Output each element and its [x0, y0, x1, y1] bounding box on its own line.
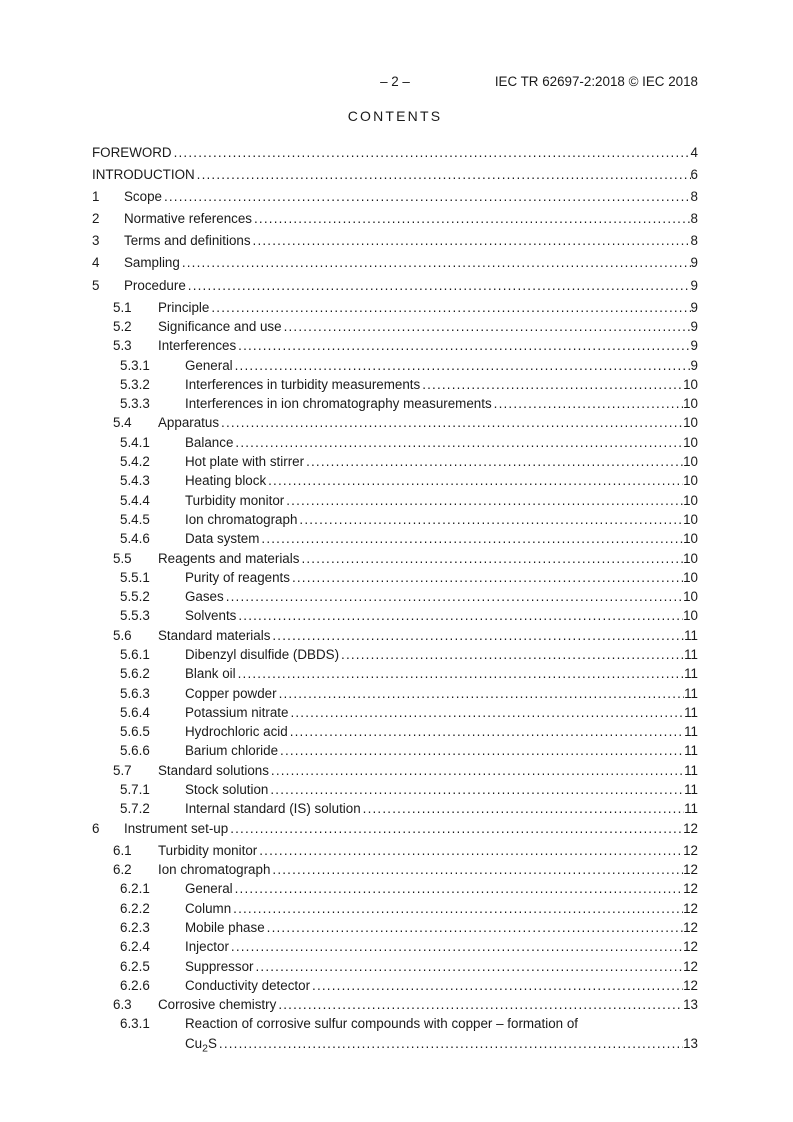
toc-entry — [92, 143, 698, 162]
toc-leader-dots — [188, 276, 691, 295]
toc-leader-dots — [270, 780, 684, 799]
toc-list — [92, 143, 698, 1059]
toc-entry — [92, 549, 698, 568]
toc-entry — [92, 452, 698, 471]
toc-entry-title: Instrument set-up — [124, 820, 229, 836]
toc-page-number: 8 — [690, 211, 698, 227]
toc-entry-number: 5.3 — [113, 338, 132, 354]
toc-page-number: 9 — [690, 255, 698, 271]
toc-entry — [92, 317, 698, 336]
toc-leader-dots — [164, 187, 691, 206]
toc-entry-number: 5.6.5 — [120, 724, 150, 740]
toc-page-number: 10 — [683, 434, 698, 450]
toc-entry — [92, 356, 698, 375]
toc-entry — [92, 253, 698, 272]
toc-page-number: 9 — [690, 318, 698, 334]
toc-page-number: 12 — [683, 820, 698, 836]
toc-entry-number: 5.4.2 — [120, 454, 150, 470]
toc-entry-number: 6.2.1 — [120, 881, 150, 897]
header-document-id: IEC TR 62697-2:2018 © IEC 2018 — [494, 74, 698, 89]
toc-page-number: 10 — [683, 415, 698, 431]
toc-page-number: 6 — [690, 167, 698, 183]
toc-entry-title: Reagents and materials — [158, 550, 300, 566]
toc-page-number: 8 — [690, 233, 698, 249]
toc-entry-number: 6.3 — [113, 997, 132, 1013]
toc-entry-title: Scope — [124, 189, 162, 205]
toc-page-number: 9 — [690, 357, 698, 373]
toc-entry-number: 5.6.4 — [120, 704, 150, 720]
toc-page-number: 10 — [683, 608, 698, 624]
toc-entry — [92, 995, 698, 1014]
toc-entry-title: Potassium nitrate — [185, 704, 289, 720]
toc-entry — [92, 510, 698, 529]
toc-leader-dots — [238, 606, 683, 625]
toc-page-number: 11 — [684, 627, 698, 643]
toc-page-number: 10 — [683, 531, 698, 547]
toc-entry-number: 3 — [92, 233, 100, 249]
toc-entry-title: Internal standard (IS) solution — [185, 801, 361, 817]
toc-page-number: 10 — [683, 569, 698, 585]
toc-entry-title: Solvents — [185, 608, 237, 624]
toc-entry-number: 6.2.3 — [120, 919, 150, 935]
toc-entry-title: Suppressor — [185, 958, 254, 974]
toc-leader-dots — [312, 976, 683, 995]
toc-entry-title: Column — [185, 900, 232, 916]
toc-page-number: 10 — [683, 589, 698, 605]
toc-leader-dots — [301, 549, 683, 568]
toc-entry — [92, 722, 698, 741]
toc-entry — [92, 664, 698, 683]
toc-entry — [92, 879, 698, 898]
toc-entry — [92, 587, 698, 606]
formula-subscript: 2 — [202, 1042, 208, 1055]
toc-entry-number: 5.4.1 — [120, 434, 150, 450]
toc-entry-title: FOREWORD — [92, 145, 172, 160]
toc-page-number: 13 — [683, 1035, 698, 1051]
toc-leader-dots — [290, 703, 684, 722]
toc-entry — [92, 298, 698, 317]
toc-leader-dots — [231, 937, 683, 956]
toc-leader-dots — [278, 995, 683, 1014]
toc-entry-title: Sampling — [124, 255, 180, 271]
toc-entry-title: Dibenzyl disulfide (DBDS) — [185, 647, 340, 662]
toc-page-number: 9 — [690, 277, 698, 293]
toc-leader-dots — [341, 645, 684, 664]
toc-entry-title: Stock solution — [185, 782, 269, 798]
toc-leader-dots — [292, 568, 683, 587]
toc-page-number: 10 — [683, 492, 698, 508]
toc-entry-title: Interferences in ion chromatography measurements — [185, 396, 492, 412]
toc-entry-number: 5.4 — [113, 415, 132, 431]
toc-entry — [92, 819, 698, 838]
toc-leader-dots — [197, 165, 691, 184]
toc-entry-number: 5.3.3 — [120, 396, 150, 412]
toc-entry-title: Injector — [185, 939, 229, 955]
toc-leader-dots — [280, 741, 684, 760]
toc-entry-title: Ion chromatograph — [158, 862, 271, 878]
toc-entry — [92, 471, 698, 490]
toc-leader-dots — [253, 231, 691, 250]
toc-entry-title: General — [185, 881, 233, 897]
toc-leader-dots — [272, 860, 683, 879]
toc-leader-dots — [299, 510, 683, 529]
toc-leader-dots — [238, 664, 684, 683]
toc-entry — [92, 741, 698, 760]
toc-entry-number: 5.5.2 — [120, 589, 150, 605]
toc-entry-title: General — [185, 357, 233, 373]
toc-entry-title: Copper powder — [185, 685, 277, 701]
toc-entry — [92, 799, 698, 818]
formula-post: S — [207, 1035, 217, 1051]
toc-entry — [92, 841, 698, 860]
toc-page-number: 12 — [683, 977, 698, 993]
toc-leader-dots — [267, 918, 683, 937]
toc-entry-title: Corrosive chemistry — [158, 997, 277, 1013]
toc-entry — [92, 568, 698, 587]
toc-entry-number: 4 — [92, 255, 100, 271]
toc-entry — [92, 1014, 698, 1058]
toc-leader-dots — [238, 336, 690, 355]
toc-page-number: 12 — [683, 958, 698, 974]
toc-entry-title: Blank oil — [185, 666, 236, 682]
toc-entry-title: Balance — [185, 434, 234, 450]
toc-entry-number: 5.3.1 — [120, 357, 150, 373]
toc-page-number: 8 — [690, 189, 698, 205]
toc-leader-dots — [221, 413, 683, 432]
toc-entry — [92, 860, 698, 879]
toc-entry — [92, 394, 698, 413]
toc-page-number: 10 — [683, 396, 698, 412]
toc-entry-title: Purity of reagents — [185, 569, 290, 585]
toc-page-number: 9 — [690, 299, 698, 315]
toc-entry-number: 6.2.5 — [120, 958, 150, 974]
toc-entry-number: 6.2.2 — [120, 900, 150, 916]
toc-leader-dots — [219, 1034, 683, 1053]
toc-leader-dots — [254, 209, 691, 228]
toc-entry — [92, 626, 698, 645]
toc-page-number: 10 — [683, 473, 698, 489]
toc-page-number: 10 — [683, 454, 698, 470]
toc-leader-dots — [230, 819, 683, 838]
toc-leader-dots — [422, 375, 683, 394]
toc-entry-number: 5.7.2 — [120, 801, 150, 817]
toc-entry-title: Principle — [158, 299, 210, 315]
toc-entry-number: 5.6.1 — [120, 647, 150, 662]
toc-leader-dots — [235, 879, 683, 898]
formula-pre: Cu — [185, 1035, 203, 1051]
toc-entry — [92, 703, 698, 722]
toc-leader-dots — [226, 587, 683, 606]
toc-leader-dots — [255, 957, 683, 976]
toc-entry — [92, 684, 698, 703]
toc-entry-number: 5.4.4 — [120, 492, 150, 508]
toc-entry-title: Gases — [185, 589, 224, 605]
toc-entry — [92, 187, 698, 206]
toc-entry-title: Ion chromatograph — [185, 511, 298, 527]
toc-entry-title: Conductivity detector — [185, 977, 311, 993]
toc-page-number: 11 — [684, 743, 698, 759]
toc-leader-dots — [268, 471, 683, 490]
toc-entry-number: 5 — [92, 277, 100, 293]
toc-page-number: 12 — [683, 881, 698, 897]
toc-entry — [92, 645, 698, 664]
toc-entry-number: 2 — [92, 211, 100, 227]
toc-entry-number: 6.3.1 — [120, 1016, 150, 1032]
toc-leader-dots — [306, 452, 683, 471]
toc-leader-dots — [211, 298, 690, 317]
toc-page-number: 10 — [683, 511, 698, 527]
toc-entry — [92, 433, 698, 452]
toc-page-number: 11 — [684, 666, 698, 682]
toc-entry-title: Hot plate with stirrer — [185, 454, 305, 470]
toc-leader-dots — [279, 684, 685, 703]
toc-entry-number: 6.1 — [113, 842, 132, 858]
toc-entry-number: 5.5.3 — [120, 608, 150, 624]
toc-page-number: 11 — [684, 762, 698, 778]
toc-entry-number: 5.5.1 — [120, 569, 150, 585]
toc-entry-title: Normative references — [124, 211, 253, 227]
toc-entry-title: Procedure — [124, 277, 186, 293]
toc-page-number: 11 — [684, 647, 698, 662]
toc-entry — [92, 276, 698, 295]
toc-leader-dots — [261, 529, 683, 548]
toc-entry-title-formula — [185, 1034, 217, 1059]
toc-entry — [92, 918, 698, 937]
toc-page-number: 12 — [683, 939, 698, 955]
toc-page-number: 10 — [683, 550, 698, 566]
toc-entry-number: 5.2 — [113, 318, 132, 334]
toc-entry — [92, 336, 698, 355]
toc-entry-title: Standard materials — [158, 627, 271, 643]
toc-entry-number: 5.6 — [113, 627, 132, 643]
toc-page-number: 12 — [683, 900, 698, 916]
toc-entry — [92, 761, 698, 780]
toc-page-number: 11 — [684, 685, 698, 701]
toc-entry-title: INTRODUCTION — [92, 167, 195, 183]
header-page-number: – 2 – — [380, 74, 410, 89]
toc-entry — [92, 606, 698, 625]
toc-entry — [92, 165, 698, 184]
toc-leader-dots — [284, 317, 691, 336]
toc-leader-dots — [182, 253, 691, 272]
toc-entry-title: Heating block — [185, 473, 267, 489]
toc-page-number: 12 — [683, 862, 698, 878]
toc-leader-dots — [286, 491, 683, 510]
toc-entry — [92, 491, 698, 510]
toc-leader-dots — [272, 626, 684, 645]
toc-page-number: 12 — [683, 919, 698, 935]
toc-entry — [92, 899, 698, 918]
toc-entry-title: Hydrochloric acid — [185, 724, 288, 740]
toc-entry — [92, 231, 698, 250]
toc-entry — [92, 780, 698, 799]
toc-page-number: 11 — [684, 801, 698, 817]
toc-page-number: 11 — [684, 782, 698, 798]
toc-page-number: 9 — [690, 338, 698, 354]
page-header — [92, 74, 698, 90]
toc-entry-number: 5.6.3 — [120, 685, 150, 701]
toc-entry-title-line2 — [185, 1034, 698, 1059]
toc-entry-title: Turbidity monitor — [185, 492, 285, 508]
toc-entry-number: 5.3.2 — [120, 376, 150, 392]
toc-entry — [92, 937, 698, 956]
toc-entry — [92, 375, 698, 394]
toc-entry-number: 5.6.6 — [120, 743, 150, 759]
toc-entry-number: 5.4.5 — [120, 511, 150, 527]
toc-entry-number: 6.2.6 — [120, 977, 150, 993]
toc-entry-title: Data system — [185, 531, 260, 547]
toc-leader-dots — [235, 356, 691, 375]
toc-entry-number: 1 — [92, 189, 100, 205]
toc-entry-number: 5.1 — [113, 299, 132, 315]
toc-leader-dots — [363, 799, 684, 818]
toc-entry — [92, 976, 698, 995]
toc-entry — [92, 209, 698, 228]
toc-entry-number: 5.4.3 — [120, 473, 150, 489]
toc-page-number: 11 — [684, 724, 698, 740]
toc-entry-number: 5.6.2 — [120, 666, 150, 682]
toc-leader-dots — [290, 722, 684, 741]
toc-entry — [92, 529, 698, 548]
toc-entry-multiline — [185, 1014, 698, 1058]
toc-entry-number: 6 — [92, 820, 100, 836]
toc-entry-number: 5.7 — [113, 762, 132, 778]
toc-entry-number: 5.5 — [113, 550, 132, 566]
toc-entry-title-line1: Reaction of corrosive sulfur compounds with copper – formation of — [185, 1016, 578, 1032]
toc-entry-title: Interferences in turbidity measurements — [185, 376, 421, 392]
toc-entry-title: Barium chloride — [185, 743, 279, 759]
toc-entry-title: Mobile phase — [185, 919, 265, 935]
toc-entry-title: Interferences — [158, 338, 237, 354]
toc-leader-dots — [235, 433, 683, 452]
contents-heading: CONTENTS — [347, 108, 443, 124]
toc-entry-number: 5.4.6 — [120, 531, 150, 547]
toc-page-number: 12 — [683, 842, 698, 858]
toc-entry-title: Terms and definitions — [124, 233, 251, 249]
toc-page-number: 13 — [683, 997, 698, 1013]
toc-page-number: 10 — [683, 376, 698, 392]
toc-entry-title: Standard solutions — [158, 762, 269, 778]
toc-leader-dots — [271, 761, 684, 780]
toc-leader-dots — [494, 394, 683, 413]
toc-entry-title: Significance and use — [158, 318, 282, 334]
toc-page-number: 11 — [684, 704, 698, 720]
toc-entry-title: Apparatus — [158, 415, 220, 431]
toc-entry-number: 5.7.1 — [120, 782, 150, 798]
toc-entry-title: Turbidity monitor — [158, 842, 258, 858]
toc-leader-dots — [233, 899, 683, 918]
toc-entry-number: 6.2 — [113, 862, 132, 878]
toc-entry — [92, 957, 698, 976]
toc-entry-number: 6.2.4 — [120, 939, 150, 955]
toc-leader-dots — [174, 143, 691, 162]
toc-page-number: 4 — [690, 145, 698, 160]
toc-entry — [92, 413, 698, 432]
toc-leader-dots — [259, 841, 683, 860]
